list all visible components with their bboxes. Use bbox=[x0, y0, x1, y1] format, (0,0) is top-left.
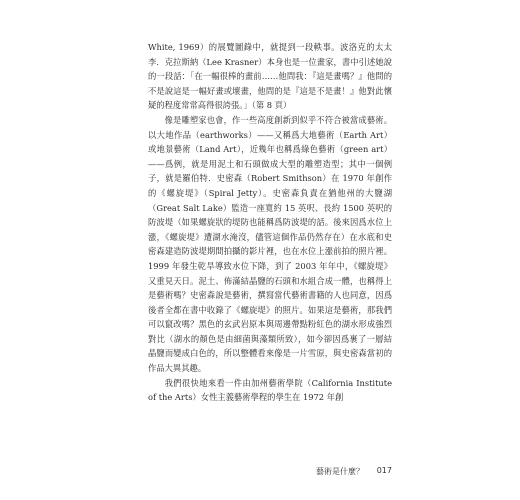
page-footer bbox=[148, 466, 392, 480]
paragraph-continued: White, 1969）的展覽圖錄中，就提到一段軼事。波洛克的太太李．克拉斯納（Lee Krasner）本身也是一位畫家，書中引述她說的一段話：「在一幅很棒的畫前……他問我：『這是畫嗎？』他問的不是說這是一幅好畫或壞畫，他問的是『這是不是畫！』他對此懷疑的程度常常高得很誇張。」（第 8 頁） bbox=[148, 42, 392, 111]
paragraph-spiral-jetty: 像是雕塑家也會，作一些高度創新到似乎不符合被當成藝術。以大地作品（earthworks）——又稱爲大地藝術（Earth Art）或地景藝術（Land Art），近幾年也稱爲綠色藝術（green art）——爲例，就是用泥土和石頭做成大型的雕塑造型；其中一個例子，就是羅伯特．史密森（Robert Smithson）在 1970 年創作的《螺旋堤》（Spiral Jetty）。史密森負責在猶他州的大鹽湖（Great Salt Lake）監造一座寬約 15 英呎、長約 1500 英呎的防波堤（如果螺旋狀的堤防也能稱爲防波堤的話。後來因爲水位上漲，《螺旋堤》遭湖水淹沒，儘管這個作品仍然存在）在水底和史密森建造防波堤期間拍攝的影片裡，也在水位上漲前拍的照片裡。1999 年發生乾旱導致水位下降，到了 2003 年年中，《螺旋堤》又重見天日。泥土、佈滿結晶鹽的石頭和水組合成一體，也稱得上是藝術嗎？史密森說是藝術，撰寫當代藝術書籍的人也同意，因爲後者全都在書中收錄了《螺旋堤》的照片。如果這是藝術，那我們可以竄改嗎？黑色的玄武岩原本與周邊帶點粉紅色的湖水形成強烈對比（湖水的顏色是由細菌與藻類所致），如今卻因爲裹了一層結晶鹽而變成白色的，所以整體看來像是一片雪原，與史密森當初的作品大異其趣。 bbox=[148, 114, 392, 374]
running-head: 藝術是什麼？ bbox=[316, 467, 364, 476]
paragraph-calarts: 我們很快地來看一件由加州藝術學院（California Institute of the Arts）女性主義藝術學程的學生在 1972 年創 bbox=[148, 377, 392, 403]
page-number: 017 bbox=[376, 466, 392, 475]
body-text bbox=[148, 40, 392, 405]
